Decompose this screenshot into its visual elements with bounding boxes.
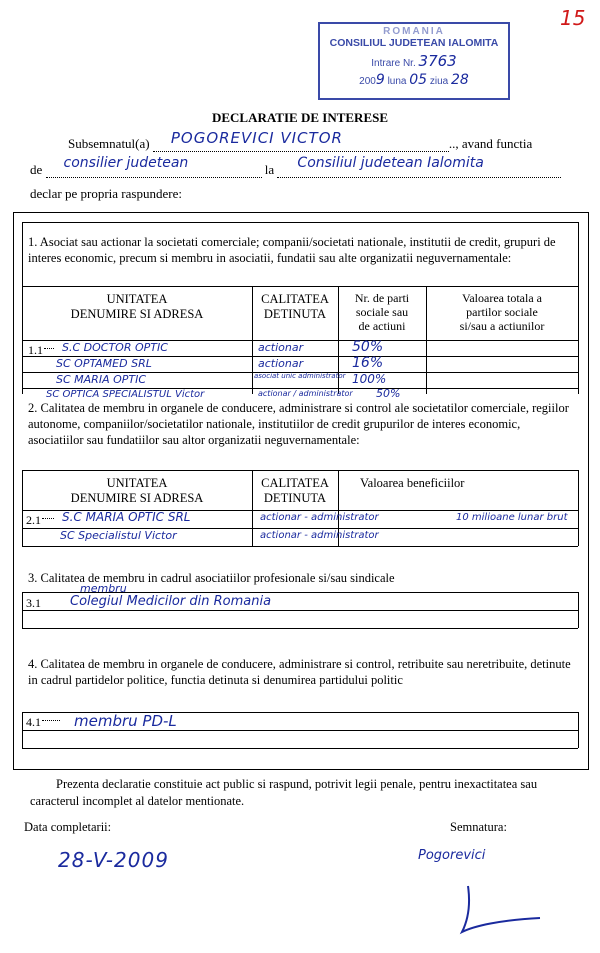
s1-row3-calitatea: asociat unic administrator bbox=[254, 372, 346, 380]
intro-line-2: de consilier judetean la Consiliul judetean Ialomita bbox=[30, 162, 590, 178]
s3-row-value: Colegiul Medicilor din Romania bbox=[70, 594, 272, 609]
s2-row-label: 2.1 bbox=[26, 513, 41, 527]
section-4-text: 4. Calitatea de membru in organele de conducere, administrare si control, retribuite sau neretribuite, detinute in cadrul partidelor politice, functia detinuta si denumirea partidului politic bbox=[28, 657, 571, 687]
s2-row1-calitatea: actionar - administrator bbox=[260, 512, 379, 523]
s1-row3-nr: 100% bbox=[352, 372, 387, 386]
s1-row2-nr: 16% bbox=[352, 355, 384, 371]
declarant-name: POGOREVICI VICTOR bbox=[170, 129, 343, 147]
document-title: DECLARATIE DE INTERESE bbox=[211, 110, 389, 125]
s1-row2-unitatea: SC OPTAMED SRL bbox=[56, 357, 152, 370]
intro-line-1: Subsemnatul(a) POGOREVICI VICTOR .., avand functia bbox=[68, 129, 533, 151]
s2-row1-unitatea: S.C MARIA OPTIC SRL bbox=[62, 510, 191, 524]
stamp-country: ROMANIA bbox=[383, 26, 445, 37]
s2-header-calitatea: CALITATEA DETINUTA bbox=[261, 476, 329, 505]
registration-stamp bbox=[318, 22, 510, 100]
s1-row4-calitatea: actionar / administrator bbox=[258, 389, 353, 398]
s1-row1-nr: 50% bbox=[352, 339, 384, 355]
s2-header-valoarea: Valoarea beneficiilor bbox=[360, 476, 465, 490]
s1-row4-unitatea: SC OPTICA SPECIALISTUL Victor bbox=[46, 389, 205, 400]
intro-line-3: declar pe propria raspundere: bbox=[30, 186, 182, 201]
s1-row2-calitatea: actionar bbox=[258, 357, 304, 370]
s2-row2-unitatea: SC Specialistul Victor bbox=[60, 529, 177, 542]
s1-row1-calitatea: actionar bbox=[258, 341, 304, 354]
s1-row1-unitatea: S.C DOCTOR OPTIC bbox=[62, 341, 168, 354]
s1-row-label: 1.1 bbox=[28, 343, 43, 357]
stamp-intrare-nr: 3763 bbox=[418, 52, 457, 70]
section-2-text: 2. Calitatea de membru in organele de conducere, administrare si control ale societatilor comerciale, regiilor autonome, companiilor/societatilor nationale, institutiilor de credit grupurilor de interes economic, asociatiilor sau fundatiilor sau altor organizatii neguvernamentale: bbox=[28, 401, 569, 447]
signature-label: Semnatura: bbox=[450, 820, 507, 834]
s1-row4-nr: 50% bbox=[376, 387, 401, 400]
s1-header-unitatea: UNITATEA DENUMIRE SI ADRESA bbox=[70, 292, 204, 321]
date-value: 28-V-2009 bbox=[58, 848, 169, 872]
s2-row1-valoarea: 10 milioane lunar brut bbox=[456, 512, 568, 523]
s1-header-nr-parti: Nr. de parti sociale sau de actiuni bbox=[354, 291, 410, 333]
date-label: Data completarii: bbox=[24, 820, 112, 834]
signature-mark bbox=[440, 880, 550, 944]
s1-header-valoarea: Valoarea totala a partilor sociale si/sau a actiunilor bbox=[459, 291, 545, 333]
s1-row3-unitatea: SC MARIA OPTIC bbox=[56, 373, 147, 386]
s3-row-label: 3.1 bbox=[26, 596, 41, 610]
section-1-text: 1. Asociat sau actionar la societati comerciale; companii/societati nationale, institutii de credit, grupuri de interes economic, precum si membru in asociatii, fundatii sau alte organizatii neguvernamentale: bbox=[28, 235, 556, 265]
page-number: 15 bbox=[560, 6, 586, 30]
s3-hw-above: membru bbox=[80, 582, 127, 595]
s2-header-unitatea: UNITATEA DENUMIRE SI ADRESA bbox=[70, 476, 204, 505]
stamp-institution: CONSILIUL JUDETEAN IALOMITA bbox=[329, 37, 499, 49]
stamp-date: 2009 luna 05 ziua 28 bbox=[359, 72, 469, 88]
institution-value: Consiliul judetean Ialomita bbox=[297, 155, 484, 171]
stamp-intrare: Intrare Nr. 3763 bbox=[371, 52, 457, 70]
s2-row2-calitatea: actionar - administrator bbox=[260, 530, 379, 541]
s1-header-calitatea: CALITATEA DETINUTA bbox=[261, 292, 329, 321]
signature-name: Pogorevici bbox=[418, 848, 486, 863]
s4-row-value: membru PD-L bbox=[74, 712, 177, 730]
s4-row-label: 4.1 bbox=[26, 715, 41, 729]
public-act-statement: Prezenta declaratie constituie act public si raspund, potrivit legii penale, pentru inexactitatea sau caracterul incomplet al datelor mentionate. bbox=[30, 777, 538, 808]
section-3-text: 3. Calitatea de membru in cadrul asociatiilor profesionale si/sau sindicale bbox=[28, 571, 395, 585]
function-value: consilier judetean bbox=[63, 155, 189, 171]
